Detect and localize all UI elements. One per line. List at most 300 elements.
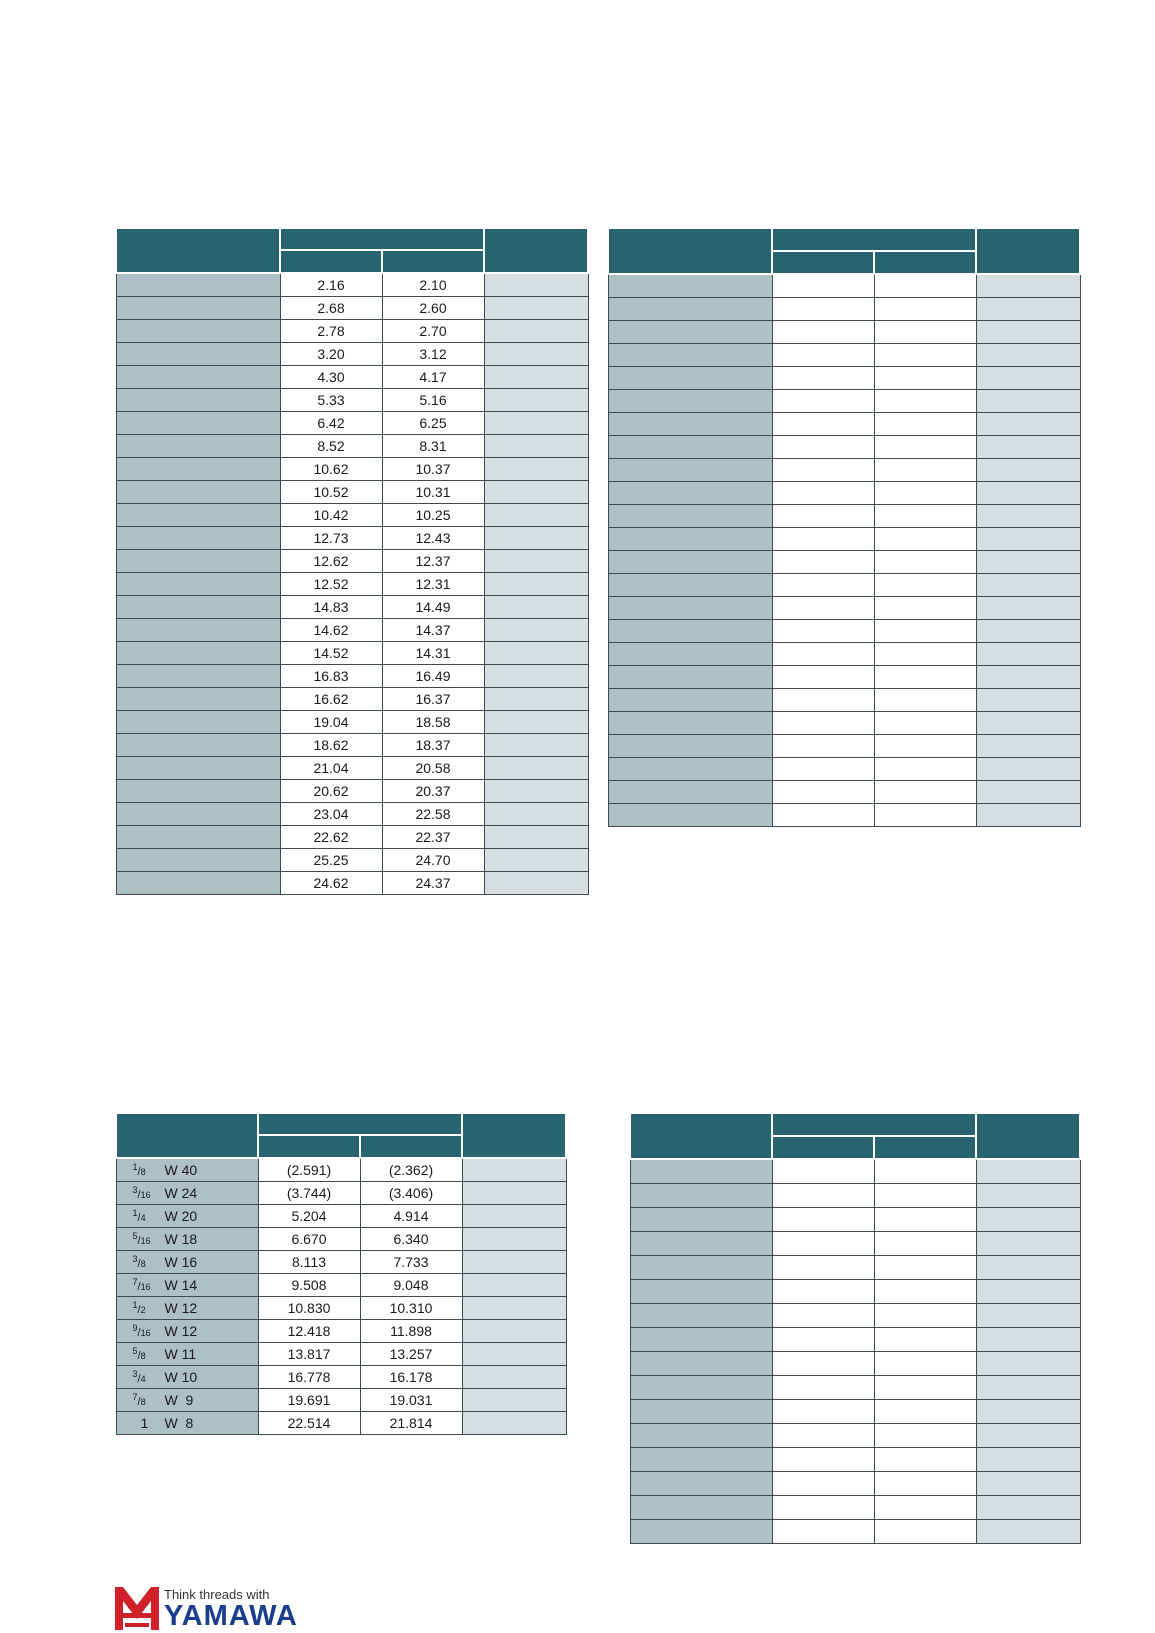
min-cell: 14.31 xyxy=(382,641,484,664)
max-cell: 10.830 xyxy=(258,1296,360,1319)
right-cell xyxy=(484,871,588,894)
right-cell xyxy=(976,1519,1080,1543)
label-cell xyxy=(608,619,772,642)
label-cell xyxy=(608,711,772,734)
min-cell: 24.70 xyxy=(382,848,484,871)
label-cell xyxy=(116,457,280,480)
table-row xyxy=(608,481,1080,504)
table-row xyxy=(630,1255,1080,1279)
min-cell: 14.37 xyxy=(382,618,484,641)
table-row xyxy=(608,435,1080,458)
right-cell xyxy=(484,733,588,756)
value-cell xyxy=(772,734,874,757)
table-row xyxy=(116,1296,566,1319)
header-cell xyxy=(772,251,874,274)
value-cell xyxy=(772,1183,874,1207)
right-cell xyxy=(484,549,588,572)
fraction xyxy=(133,1369,165,1385)
value-cell xyxy=(772,366,874,389)
size-cell xyxy=(116,1158,258,1181)
max-cell: 14.52 xyxy=(280,641,382,664)
right-cell xyxy=(976,343,1080,366)
header-cell xyxy=(484,228,588,273)
min-cell: 16.178 xyxy=(360,1365,462,1388)
min-cell: 11.898 xyxy=(360,1319,462,1342)
value-cell xyxy=(772,688,874,711)
value-cell xyxy=(772,504,874,527)
value-cell xyxy=(772,1351,874,1375)
numerator: 1 xyxy=(132,1299,138,1310)
label-cell xyxy=(116,411,280,434)
value-cell xyxy=(874,573,976,596)
label-cell xyxy=(116,480,280,503)
value-cell xyxy=(874,1399,976,1423)
table-row xyxy=(116,1365,566,1388)
right-cell xyxy=(484,365,588,388)
value-cell xyxy=(874,435,976,458)
thread-size: W 11 xyxy=(164,1345,197,1362)
max-cell: 21.04 xyxy=(280,756,382,779)
header-cell xyxy=(608,228,772,274)
table-row xyxy=(608,527,1080,550)
numerator: 3 xyxy=(132,1184,138,1195)
value-cell xyxy=(772,1399,874,1423)
max-cell: (2.591) xyxy=(258,1158,360,1181)
thread-size: W 40 xyxy=(164,1161,198,1178)
right-cell xyxy=(976,780,1080,803)
fraction xyxy=(133,1392,165,1408)
label-cell xyxy=(608,481,772,504)
table-row xyxy=(630,1351,1080,1375)
denominator: 8 xyxy=(140,1258,146,1269)
label-cell xyxy=(116,779,280,802)
table-row xyxy=(116,503,588,526)
fraction-slash: / xyxy=(137,1257,141,1270)
table-row xyxy=(630,1207,1080,1231)
size-cell xyxy=(116,1204,258,1227)
table-row xyxy=(608,297,1080,320)
value-cell xyxy=(772,527,874,550)
right-cell xyxy=(976,1495,1080,1519)
fraction-slash: / xyxy=(137,1395,141,1408)
table-row xyxy=(116,273,588,296)
right-cell xyxy=(462,1158,566,1181)
label-cell xyxy=(630,1495,772,1519)
max-cell: 5.204 xyxy=(258,1204,360,1227)
table-row xyxy=(116,641,588,664)
value-cell xyxy=(874,1327,976,1351)
yamawa-logo xyxy=(115,1587,315,1630)
denominator: 16 xyxy=(140,1189,151,1200)
right-cell xyxy=(976,1303,1080,1327)
max-cell: 22.514 xyxy=(258,1411,360,1434)
value-cell xyxy=(772,619,874,642)
table-row xyxy=(608,366,1080,389)
table-row xyxy=(116,1181,566,1204)
table-row xyxy=(116,319,588,342)
value-cell xyxy=(874,527,976,550)
fraction-slash: / xyxy=(137,1188,141,1201)
table-row xyxy=(116,572,588,595)
table-row xyxy=(116,595,588,618)
right-cell xyxy=(976,1159,1080,1183)
right-cell xyxy=(976,527,1080,550)
table-row xyxy=(608,711,1080,734)
thread-size: W 16 xyxy=(164,1253,198,1270)
max-cell: 24.62 xyxy=(280,871,382,894)
value-cell xyxy=(874,711,976,734)
label-cell xyxy=(116,296,280,319)
right-cell xyxy=(484,388,588,411)
value-cell xyxy=(874,504,976,527)
value-cell xyxy=(874,389,976,412)
table-row xyxy=(608,780,1080,803)
size-cell xyxy=(116,1250,258,1273)
table-row xyxy=(630,1327,1080,1351)
table-row xyxy=(116,618,588,641)
label-cell xyxy=(116,733,280,756)
right-cell xyxy=(976,803,1080,826)
header-cell xyxy=(976,228,1080,274)
size-cell xyxy=(116,1365,258,1388)
fraction xyxy=(133,1185,165,1201)
table-row xyxy=(116,365,588,388)
table-row xyxy=(116,411,588,434)
right-cell xyxy=(462,1342,566,1365)
table-bottom-right xyxy=(629,1112,1081,1544)
table-row xyxy=(116,434,588,457)
label-cell xyxy=(630,1399,772,1423)
table-row xyxy=(116,457,588,480)
max-cell: 6.670 xyxy=(258,1227,360,1250)
table-bottom-left xyxy=(115,1112,567,1435)
right-cell xyxy=(484,434,588,457)
label-cell xyxy=(630,1327,772,1351)
right-cell xyxy=(976,1423,1080,1447)
value-cell xyxy=(772,1159,874,1183)
fraction-slash: / xyxy=(137,1349,141,1362)
value-cell xyxy=(772,1447,874,1471)
table-row xyxy=(116,756,588,779)
fraction-slash: / xyxy=(137,1234,141,1247)
max-cell: 10.62 xyxy=(280,457,382,480)
value-cell xyxy=(874,1231,976,1255)
max-cell: 2.68 xyxy=(280,296,382,319)
table-row xyxy=(116,710,588,733)
header-cell xyxy=(116,1113,258,1158)
fraction-slash: / xyxy=(137,1326,141,1339)
max-cell: 10.52 xyxy=(280,480,382,503)
right-cell xyxy=(976,1231,1080,1255)
label-cell xyxy=(116,825,280,848)
table-row xyxy=(630,1399,1080,1423)
min-cell: 12.43 xyxy=(382,526,484,549)
value-cell xyxy=(874,596,976,619)
size-cell xyxy=(116,1388,258,1411)
label-cell xyxy=(116,756,280,779)
right-cell xyxy=(484,848,588,871)
label-cell xyxy=(608,550,772,573)
value-cell xyxy=(772,573,874,596)
min-cell: 22.37 xyxy=(382,825,484,848)
label-cell xyxy=(116,572,280,595)
thread-size: W 10 xyxy=(164,1368,198,1385)
right-cell xyxy=(484,618,588,641)
label-cell xyxy=(608,734,772,757)
label-cell xyxy=(630,1231,772,1255)
value-cell xyxy=(772,1303,874,1327)
right-cell xyxy=(484,572,588,595)
table-row xyxy=(116,549,588,572)
right-cell xyxy=(484,457,588,480)
denominator: 16 xyxy=(140,1235,151,1246)
right-cell xyxy=(976,619,1080,642)
thread-size: W 24 xyxy=(164,1184,198,1201)
value-cell xyxy=(772,642,874,665)
table-top-right xyxy=(607,227,1081,827)
right-cell xyxy=(484,802,588,825)
label-cell xyxy=(116,871,280,894)
label-cell xyxy=(630,1447,772,1471)
label-cell xyxy=(116,641,280,664)
value-cell xyxy=(874,1159,976,1183)
size-cell xyxy=(116,1181,258,1204)
table-row xyxy=(608,550,1080,573)
value-cell xyxy=(772,665,874,688)
table-row xyxy=(116,687,588,710)
fraction xyxy=(133,1415,165,1431)
value-cell xyxy=(874,803,976,826)
table-row xyxy=(116,388,588,411)
label-cell xyxy=(116,595,280,618)
right-cell xyxy=(484,710,588,733)
table-body xyxy=(116,1158,566,1434)
whole-number: 1 xyxy=(140,1414,149,1431)
value-cell xyxy=(874,619,976,642)
min-cell: 16.37 xyxy=(382,687,484,710)
numerator: 5 xyxy=(132,1230,138,1241)
value-cell xyxy=(874,757,976,780)
right-cell xyxy=(484,825,588,848)
label-cell xyxy=(630,1375,772,1399)
denominator: 4 xyxy=(140,1212,146,1223)
right-cell xyxy=(976,642,1080,665)
min-cell: 6.25 xyxy=(382,411,484,434)
table-row xyxy=(630,1231,1080,1255)
value-cell xyxy=(772,596,874,619)
label-cell xyxy=(630,1255,772,1279)
min-cell: 10.31 xyxy=(382,480,484,503)
right-cell xyxy=(976,1279,1080,1303)
label-cell xyxy=(630,1471,772,1495)
right-cell xyxy=(976,366,1080,389)
min-cell: 3.12 xyxy=(382,342,484,365)
min-cell: 19.031 xyxy=(360,1388,462,1411)
max-cell: 12.62 xyxy=(280,549,382,572)
label-cell xyxy=(608,803,772,826)
table-row xyxy=(630,1183,1080,1207)
min-cell: 6.340 xyxy=(360,1227,462,1250)
min-cell: 7.733 xyxy=(360,1250,462,1273)
max-cell: 8.113 xyxy=(258,1250,360,1273)
value-cell xyxy=(874,1303,976,1327)
table-row xyxy=(630,1159,1080,1183)
label-cell xyxy=(116,664,280,687)
min-cell: (3.406) xyxy=(360,1181,462,1204)
max-cell: 16.778 xyxy=(258,1365,360,1388)
right-cell xyxy=(976,734,1080,757)
right-cell xyxy=(976,1327,1080,1351)
max-cell: (3.744) xyxy=(258,1181,360,1204)
denominator: 8 xyxy=(140,1396,146,1407)
table-row xyxy=(608,458,1080,481)
denominator: 16 xyxy=(140,1281,151,1292)
right-cell xyxy=(462,1227,566,1250)
value-cell xyxy=(772,435,874,458)
value-cell xyxy=(772,803,874,826)
header-cell xyxy=(382,250,484,273)
fraction xyxy=(133,1346,165,1362)
fraction xyxy=(133,1323,165,1339)
right-cell xyxy=(976,688,1080,711)
numerator: 3 xyxy=(132,1253,138,1264)
thread-size: W 18 xyxy=(164,1230,198,1247)
min-cell: 24.37 xyxy=(382,871,484,894)
label-cell xyxy=(608,573,772,596)
right-cell xyxy=(976,320,1080,343)
label-cell xyxy=(630,1159,772,1183)
min-cell: 14.49 xyxy=(382,595,484,618)
table-row xyxy=(116,733,588,756)
value-cell xyxy=(772,320,874,343)
label-cell xyxy=(116,434,280,457)
table-body xyxy=(116,273,588,894)
denominator: 8 xyxy=(140,1166,146,1177)
max-cell: 2.16 xyxy=(280,273,382,296)
label-cell xyxy=(608,688,772,711)
max-cell: 6.42 xyxy=(280,411,382,434)
value-cell xyxy=(772,1471,874,1495)
value-cell xyxy=(874,1519,976,1543)
max-cell: 4.30 xyxy=(280,365,382,388)
label-cell xyxy=(630,1183,772,1207)
numerator: 1 xyxy=(132,1207,138,1218)
value-cell xyxy=(772,343,874,366)
logo-tagline: Think threads with xyxy=(164,1587,270,1602)
right-cell xyxy=(484,526,588,549)
table-row xyxy=(608,734,1080,757)
right-cell xyxy=(976,1375,1080,1399)
max-cell: 2.78 xyxy=(280,319,382,342)
max-cell: 16.62 xyxy=(280,687,382,710)
min-cell: 22.58 xyxy=(382,802,484,825)
right-cell xyxy=(462,1296,566,1319)
label-cell xyxy=(116,365,280,388)
value-cell xyxy=(874,1375,976,1399)
table-row xyxy=(608,688,1080,711)
label-cell xyxy=(116,503,280,526)
table-row xyxy=(116,1204,566,1227)
label-cell xyxy=(608,458,772,481)
value-cell xyxy=(772,1495,874,1519)
max-cell: 22.62 xyxy=(280,825,382,848)
right-cell xyxy=(484,641,588,664)
header-cell xyxy=(630,1113,772,1159)
right-cell xyxy=(484,273,588,296)
label-cell xyxy=(116,388,280,411)
thread-size: W 12 xyxy=(164,1299,198,1316)
right-cell xyxy=(976,1351,1080,1375)
max-cell: 23.04 xyxy=(280,802,382,825)
label-cell xyxy=(630,1351,772,1375)
thread-size: W 20 xyxy=(164,1207,198,1224)
numerator: 1 xyxy=(132,1161,138,1172)
value-cell xyxy=(874,665,976,688)
value-cell xyxy=(874,1207,976,1231)
value-cell xyxy=(772,550,874,573)
right-cell xyxy=(976,458,1080,481)
right-cell xyxy=(462,1365,566,1388)
numerator: 9 xyxy=(132,1322,138,1333)
table-row xyxy=(116,1158,566,1181)
table-row xyxy=(116,1388,566,1411)
right-cell xyxy=(976,435,1080,458)
label-cell xyxy=(608,780,772,803)
table-row xyxy=(116,825,588,848)
label-cell xyxy=(608,665,772,688)
logo-brand: YAMAWA xyxy=(164,1600,298,1632)
right-cell xyxy=(484,319,588,342)
thread-size: W 9 xyxy=(164,1391,194,1408)
value-cell xyxy=(874,1495,976,1519)
header-cell xyxy=(772,1136,874,1159)
max-cell: 18.62 xyxy=(280,733,382,756)
table-row xyxy=(630,1471,1080,1495)
yamawa-mark-icon xyxy=(115,1587,159,1630)
max-cell: 13.817 xyxy=(258,1342,360,1365)
table-row xyxy=(608,596,1080,619)
right-cell xyxy=(462,1204,566,1227)
fraction xyxy=(133,1208,165,1224)
header-cell xyxy=(462,1113,566,1158)
max-cell: 14.62 xyxy=(280,618,382,641)
table-row xyxy=(608,642,1080,665)
min-cell: 18.58 xyxy=(382,710,484,733)
table-row xyxy=(630,1303,1080,1327)
fraction-slash: / xyxy=(137,1211,141,1224)
table-row xyxy=(116,296,588,319)
max-cell: 8.52 xyxy=(280,434,382,457)
fraction xyxy=(133,1162,165,1178)
right-cell xyxy=(484,687,588,710)
max-cell: 19.04 xyxy=(280,710,382,733)
size-cell xyxy=(116,1319,258,1342)
max-cell: 19.691 xyxy=(258,1388,360,1411)
size-cell xyxy=(116,1273,258,1296)
header-cell xyxy=(116,228,280,273)
numerator: 5 xyxy=(132,1345,138,1356)
right-cell xyxy=(976,573,1080,596)
right-cell xyxy=(484,296,588,319)
fraction xyxy=(133,1300,165,1316)
table-row xyxy=(608,803,1080,826)
value-cell xyxy=(772,1279,874,1303)
value-cell xyxy=(874,366,976,389)
right-cell xyxy=(462,1250,566,1273)
value-cell xyxy=(874,458,976,481)
right-cell xyxy=(976,412,1080,435)
label-cell xyxy=(608,412,772,435)
